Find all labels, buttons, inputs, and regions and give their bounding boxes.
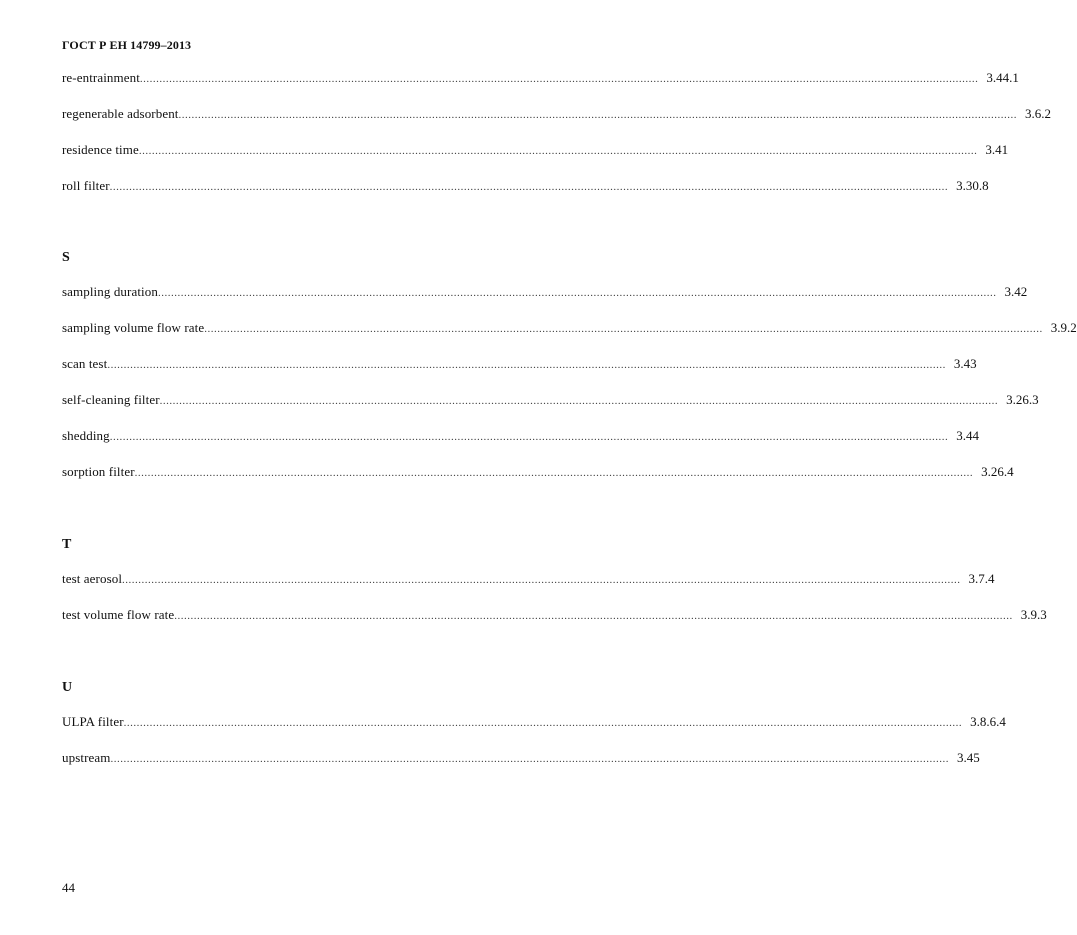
index-entry	[62, 571, 995, 607]
index-entry	[62, 392, 1039, 428]
index-section-s	[62, 248, 1077, 500]
index-reference: 3.6.2	[1025, 106, 1052, 121]
index-entry	[62, 284, 1028, 320]
index-entry	[62, 607, 1047, 643]
dot-leader: ..................................................................................................................................................................................................................................................................	[123, 717, 963, 729]
index-term: ULPA filter	[62, 714, 124, 729]
dot-leader: ..................................................................................................................................................................................................................................................................	[174, 610, 1013, 622]
section-letter-heading: S	[62, 250, 70, 265]
dot-leader: ..................................................................................................................................................................................................................................................................	[138, 145, 978, 157]
index-reference: 3.9.2	[1050, 320, 1077, 335]
index-entry	[62, 178, 989, 214]
index-reference: 3.43	[953, 356, 977, 371]
dot-leader: ..................................................................................................................................................................................................................................................................	[134, 467, 974, 479]
dot-leader: ..................................................................................................................................................................................................................................................................	[122, 574, 961, 586]
index-term: re-entrainment	[62, 70, 140, 85]
dot-leader: ..................................................................................................................................................................................................................................................................	[178, 109, 1018, 121]
section-letter-heading: U	[62, 680, 73, 695]
section-letter-heading: T	[62, 537, 72, 552]
index-term: roll filter	[62, 178, 110, 193]
index-reference: 3.44.1	[986, 70, 1019, 85]
index-entry	[62, 464, 1014, 500]
dot-leader: ..................................................................................................................................................................................................................................................................	[204, 323, 1043, 335]
index-entry	[62, 142, 1009, 178]
index-term: residence time	[62, 142, 139, 157]
page-number: 44	[62, 880, 75, 895]
index-entry	[62, 714, 1006, 750]
index-term: self-cleaning filter	[62, 392, 160, 407]
index-term: sampling volume flow rate	[62, 320, 205, 335]
index-reference: 3.45	[956, 750, 980, 765]
index-reference: 3.7.4	[968, 571, 995, 586]
index-entry	[62, 106, 1052, 142]
dot-leader: ..................................................................................................................................................................................................................................................................	[159, 395, 999, 407]
index-term: sampling duration	[62, 284, 158, 299]
index-section-r	[62, 70, 1052, 214]
index-term: test volume flow rate	[62, 607, 175, 622]
index-entry	[62, 428, 979, 464]
index-entry	[62, 70, 1019, 106]
index-term: shedding	[62, 428, 110, 443]
index-reference: 3.30.8	[956, 178, 989, 193]
dot-leader: ..................................................................................................................................................................................................................................................................	[110, 753, 949, 765]
index-entry	[62, 356, 977, 392]
dot-leader: ..................................................................................................................................................................................................................................................................	[157, 287, 997, 299]
dot-leader: ..................................................................................................................................................................................................................................................................	[139, 73, 979, 85]
index-term: regenerable adsorbent	[62, 106, 179, 121]
index-reference: 3.26.3	[1006, 392, 1039, 407]
index-reference: 3.8.6.4	[970, 714, 1006, 729]
dot-leader: ..................................................................................................................................................................................................................................................................	[109, 431, 949, 443]
index-reference: 3.42	[1004, 284, 1028, 299]
dot-leader: ..................................................................................................................................................................................................................................................................	[109, 181, 949, 193]
index-term: upstream	[62, 750, 111, 765]
index-entry	[62, 320, 1077, 356]
dot-leader: ..................................................................................................................................................................................................................................................................	[107, 359, 946, 371]
index-entry	[62, 750, 980, 786]
index-reference: 3.44	[956, 428, 979, 443]
index-term: scan test	[62, 356, 108, 371]
index-reference: 3.9.3	[1020, 607, 1047, 622]
index-reference: 3.41	[985, 142, 1009, 157]
index-term: test aerosol	[62, 571, 123, 586]
index-section-t	[62, 535, 1047, 643]
index-section-u	[62, 678, 1006, 786]
index-term: sorption filter	[62, 464, 135, 479]
document-header: ГОСТ Р ЕН 14799–2013	[62, 38, 192, 52]
index-reference: 3.26.4	[981, 464, 1014, 479]
